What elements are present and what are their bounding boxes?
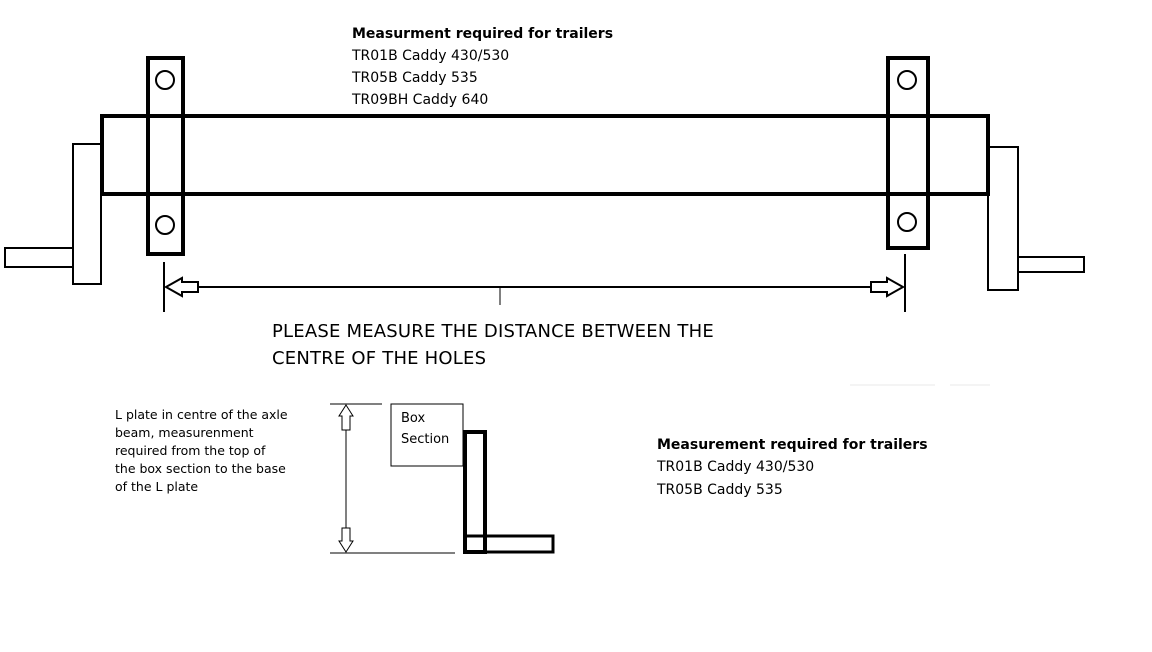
axle-beam <box>102 116 988 194</box>
left-hub <box>73 144 101 284</box>
left-top-hole <box>156 71 174 89</box>
left-arrowhead <box>166 278 198 296</box>
left-stub-axle <box>5 248 73 267</box>
right-mounting-plate <box>888 58 928 248</box>
left-mounting-plate <box>148 58 183 254</box>
right-arrowhead <box>871 278 903 296</box>
box-section-label-2: Section <box>401 432 450 447</box>
l-plate-up-arrow <box>339 405 353 430</box>
bottom-heading: Measurement required for trailers <box>657 437 928 453</box>
l-plate-vertical <box>465 432 485 552</box>
bottom-model-2: TR05B Caddy 535 <box>657 482 783 498</box>
note-line-4: the box section to the base <box>115 461 286 476</box>
right-top-hole <box>898 71 916 89</box>
right-stub-axle <box>1018 257 1084 272</box>
instruction-line-2: CENTRE OF THE HOLES <box>272 348 487 369</box>
bottom-model-1: TR01B Caddy 430/530 <box>657 459 815 475</box>
right-hub <box>988 147 1018 290</box>
top-heading: Measurment required for trailers <box>352 26 614 42</box>
l-plate-down-arrow <box>339 528 353 552</box>
note-line-2: beam, measurenment <box>115 425 254 440</box>
note-line-5: of the L plate <box>115 479 199 494</box>
note-line-1: L plate in centre of the axle <box>115 407 288 422</box>
left-bottom-hole <box>156 216 174 234</box>
l-plate-horizontal <box>465 536 553 552</box>
top-model-3: TR09BH Caddy 640 <box>352 92 489 108</box>
box-section-label-1: Box <box>401 411 426 426</box>
right-bottom-hole <box>898 213 916 231</box>
note-line-3: required from the top of <box>115 443 266 458</box>
top-model-2: TR05B Caddy 535 <box>352 70 478 86</box>
top-model-1: TR01B Caddy 430/530 <box>352 48 510 64</box>
instruction-line-1: PLEASE MEASURE THE DISTANCE BETWEEN THE <box>272 321 714 342</box>
